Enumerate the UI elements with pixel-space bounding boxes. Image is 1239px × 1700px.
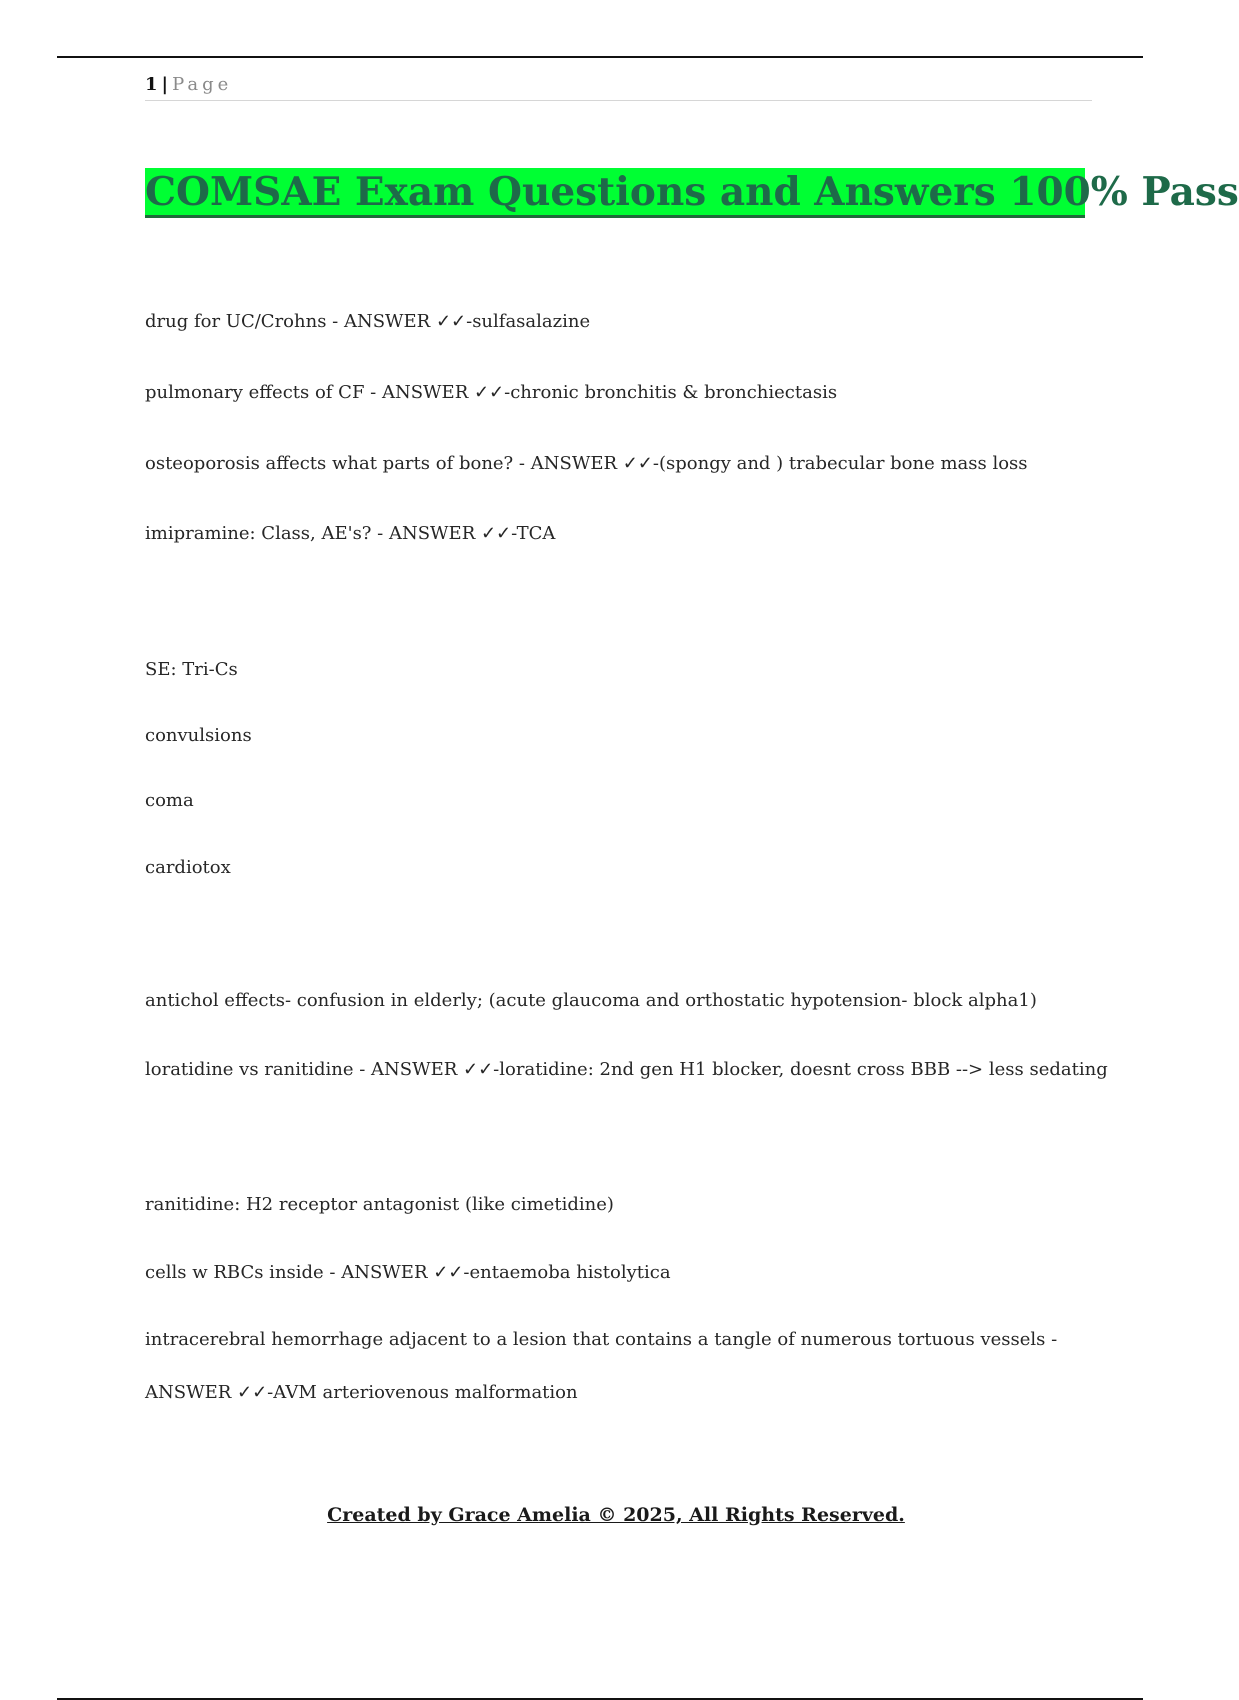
document-title: COMSAE Exam Questions and Answers 100% Pass	[145, 168, 1085, 218]
qa-line: ranitidine: H2 receptor antagonist (like cimetidine)	[145, 1194, 614, 1215]
page-header	[145, 72, 1092, 101]
qa-line: antichol effects- confusion in elderly; (acute glaucoma and orthostatic hypotension- block alpha1)	[145, 990, 1037, 1011]
qa-line: intracerebral hemorrhage adjacent to a lesion that contains a tangle of numerous tortuous vessels -	[145, 1329, 1058, 1350]
qa-line: imipramine: Class, AE's? - ANSWER ✓✓-TCA	[145, 523, 556, 544]
qa-line: convulsions	[145, 725, 252, 746]
page-label: Page	[172, 74, 233, 95]
qa-line: loratidine vs ranitidine - ANSWER ✓✓-loratidine: 2nd gen H1 blocker, doesnt cross BBB --> less sedating	[145, 1059, 1108, 1080]
qa-line: drug for UC/Crohns - ANSWER ✓✓-sulfasalazine	[145, 311, 591, 332]
qa-line: SE: Tri-Cs	[145, 659, 238, 680]
qa-line: coma	[145, 790, 194, 811]
qa-line: cells w RBCs inside - ANSWER ✓✓-entaemoba histolytica	[145, 1262, 671, 1283]
qa-line: pulmonary effects of CF - ANSWER ✓✓-chronic bronchitis & bronchiectasis	[145, 382, 838, 403]
qa-line: osteoporosis affects what parts of bone? - ANSWER ✓✓-(spongy and ) trabecular bone mass loss	[145, 453, 1028, 474]
top-rule	[57, 56, 1143, 58]
copyright-footer	[0, 1502, 1232, 1528]
page-separator: |	[161, 74, 169, 95]
qa-line: ANSWER ✓✓-AVM arteriovenous malformation	[145, 1382, 578, 1403]
copyright-text: Created by Grace Amelia © 2025, All Rights Reserved.	[327, 1504, 905, 1526]
page-number: 1	[145, 74, 158, 95]
qa-line: cardiotox	[145, 857, 231, 878]
